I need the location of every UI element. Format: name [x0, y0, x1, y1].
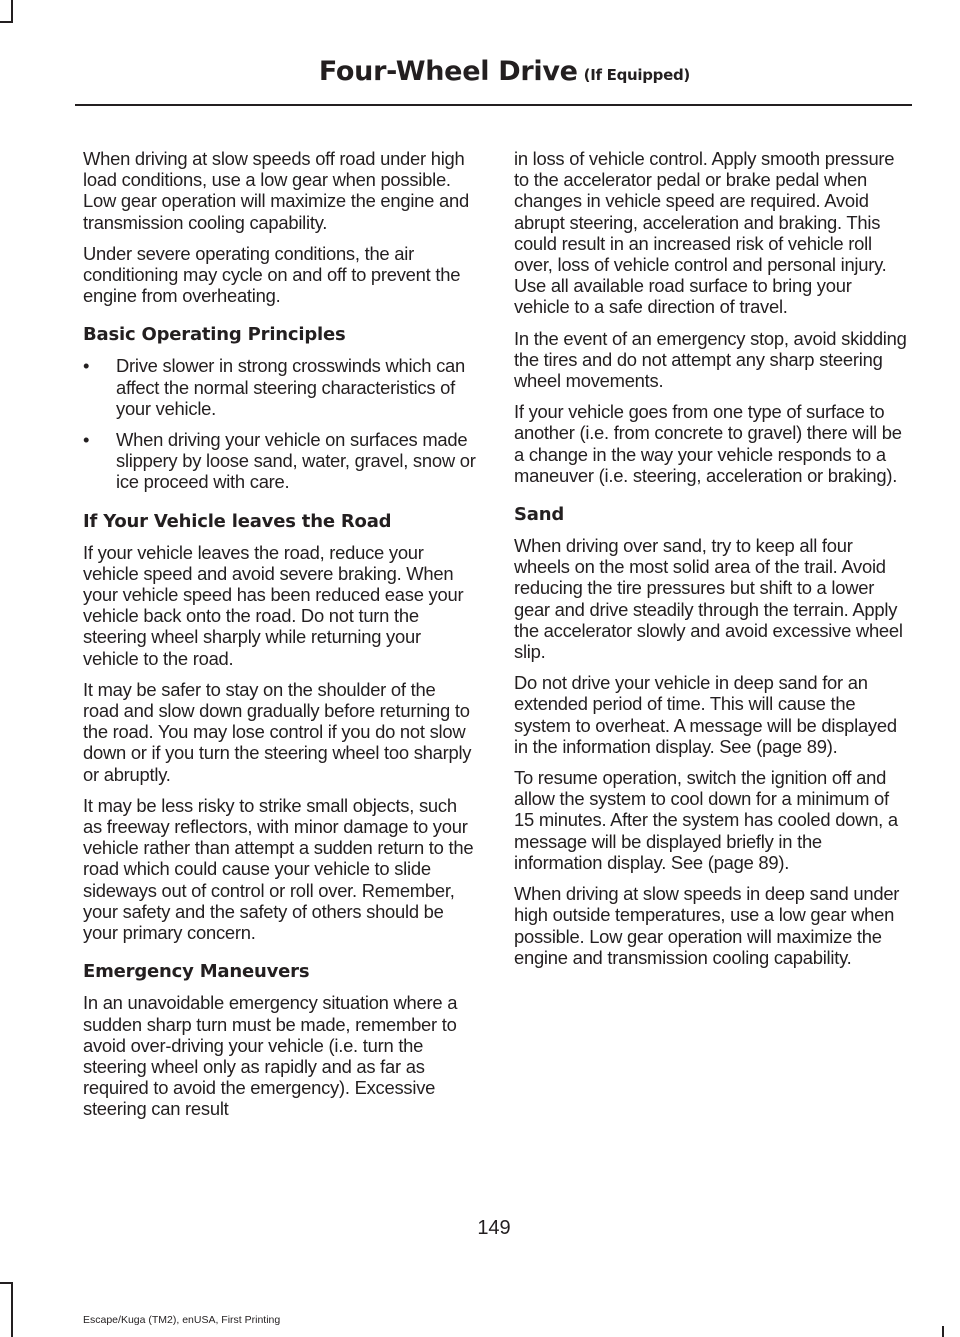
- paragraph: When driving over sand, try to keep all four wheels on the most solid area of the trail. Avoid reducing the tire pressures but shift to a lower gear and drive steadily through the terrain. Apply the accelerator slowly and avoid excessive wheel slip.: [514, 535, 903, 663]
- list-item: [83, 429, 476, 493]
- chapter-subtitle: (If Equipped): [583, 66, 690, 84]
- crop-mark-bottom-left-v: [11, 1282, 13, 1337]
- paragraph: Under severe operating conditions, the air conditioning may cycle on and off to prevent the engine from overheating.: [83, 242, 461, 307]
- list-item-text: Drive slower in strong crosswinds which can affect the normal steering characteristics of your vehicle.: [116, 355, 466, 419]
- crop-mark-bottom-right-v: [942, 1326, 944, 1337]
- page-title: [319, 56, 690, 87]
- list-item-text: When driving your vehicle on surfaces made slippery by loose sand, water, gravel, snow or ice proceed with care.: [116, 429, 476, 493]
- left-column: [83, 148, 476, 1130]
- paragraph: To resume operation, switch the ignition off and allow the system to cool down for a minimum of 15 minutes. After the system has cooled down, a message will be displayed briefly in the information display. See (page 89).: [514, 767, 898, 873]
- list-item: [83, 355, 476, 419]
- header-rule: [75, 104, 912, 106]
- paragraph: When driving at slow speeds in deep sand under high outside temperatures, use a low gear when possible. Low gear operation will maximize the engine and transmission cooling capability.: [514, 883, 900, 968]
- paragraph: It may be less risky to strike small objects, such as freeway reflectors, with minor damage to your vehicle rather than attempt a sudden return to the road which could cause your vehicle to slide sideways out of control or roll over. Remember, your safety and the safety of others should be your primary concern.: [83, 794, 474, 944]
- page-number: 149: [477, 1217, 511, 1239]
- paragraph: in loss of vehicle control. Apply smooth pressure to the accelerator pedal or brake pedal when changes in vehicle speed are required. Avoid abrupt steering, acceleration and braking. This could result in an increased risk of vehicle roll over, loss of vehicle control and personal injury. Use all available road surface to bring your vehicle to a safe direction of travel.: [514, 148, 895, 318]
- paragraph: Do not drive your vehicle in deep sand for an extended period of time. This will cause the system to overheat. A message will be displayed in the information display. See (page 89).: [514, 672, 897, 757]
- bullet-icon: •: [83, 355, 90, 377]
- crop-mark-bottom-left-h: [0, 1282, 13, 1284]
- paragraph: If your vehicle leaves the road, reduce your vehicle speed and avoid severe braking. When your vehicle speed has been reduced ease your vehicle back onto the road. Do not turn the steering wheel sharply while returning your vehicle to the road.: [83, 541, 464, 669]
- section-heading-basic-operating-principles: Basic Operating Principles: [83, 324, 346, 346]
- paragraph: It may be safer to stay on the shoulder of the road and slow down gradually before returning to the road. You may lose control if you do not slow down or if you turn the steering wheel too sharply or abruptly.: [83, 678, 472, 785]
- right-column: [514, 148, 907, 978]
- paragraph: In the event of an emergency stop, avoid skidding the tires and do not attempt any sharp steering wheel movements.: [514, 327, 907, 392]
- section-heading-emergency-maneuvers: Emergency Maneuvers: [83, 961, 310, 983]
- footer-text: Escape/Kuga (TM2), enUSA, First Printing: [83, 1314, 281, 1326]
- section-heading-sand: Sand: [514, 504, 565, 526]
- chapter-title: Four-Wheel Drive: [318, 56, 578, 87]
- bullet-list: [83, 355, 476, 492]
- bullet-icon: •: [83, 429, 90, 451]
- section-heading-leaves-road: If Your Vehicle leaves the Road: [83, 510, 392, 532]
- paragraph: When driving at slow speeds off road under high load conditions, use a low gear when possible. Low gear operation will maximize the engine and transmission cooling capability.: [83, 148, 469, 233]
- crop-mark-top-left-v: [11, 0, 13, 23]
- crop-mark-top-left-h: [0, 21, 13, 23]
- paragraph: In an unavoidable emergency situation where a sudden sharp turn must be made, remember to avoid over-driving your vehicle (i.e. turn the steering wheel only as rapidly and as far as required to avoid the emergency). Excessive steering can result: [83, 992, 458, 1120]
- paragraph: If your vehicle goes from one type of surface to another (i.e. from concrete to gravel) there will be a change in the way your vehicle responds to a maneuver (i.e. steering, acceleration or braking).: [514, 401, 902, 486]
